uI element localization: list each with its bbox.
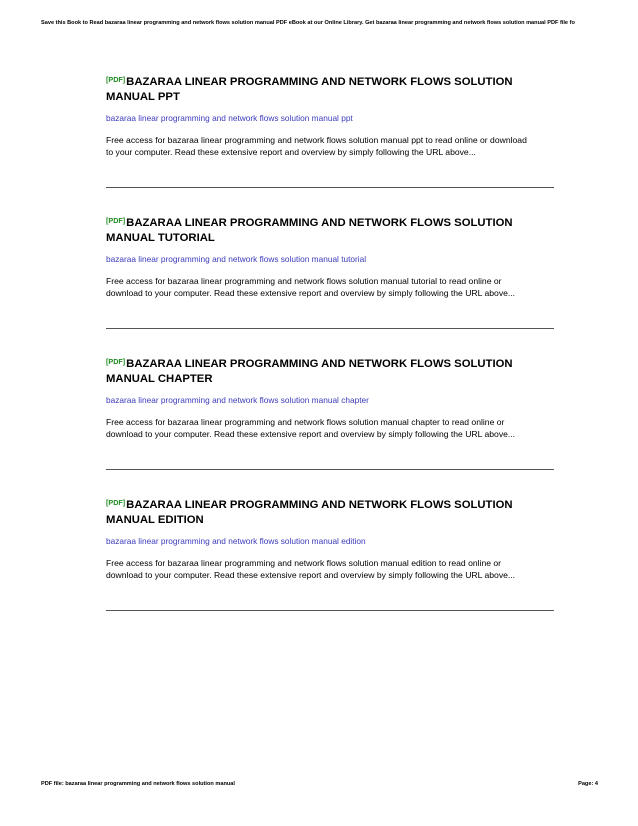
- entry-edition: [106, 495, 554, 581]
- footer-file-label: PDF file: bazaraa linear programming and network flows solution manual: [41, 781, 235, 787]
- entry-title-text: BAZARAA LINEAR PROGRAMMING AND NETWORK FLOWS SOLUTION MANUAL TUTORIAL: [106, 217, 513, 244]
- entry-title: [106, 72, 554, 105]
- entry-title-text: BAZARAA LINEAR PROGRAMMING AND NETWORK FLOWS SOLUTION MANUAL EDITION: [106, 499, 513, 526]
- entry-description: Free access for bazaraa linear programming and network flows solution manual tutorial to read online or download to your computer. Read these extensive report and overview by simply following the URL above...: [106, 276, 516, 298]
- entry-description: Free access for bazaraa linear programming and network flows solution manual ppt to read online or download to your computer. Read these extensive report and overview by simply following the URL above...: [106, 135, 527, 157]
- entry-link[interactable]: bazaraa linear programming and network flows solution manual edition: [106, 536, 366, 546]
- entry-link[interactable]: bazaraa linear programming and network flows solution manual ppt: [106, 113, 353, 123]
- entry-link[interactable]: bazaraa linear programming and network flows solution manual tutorial: [106, 254, 367, 264]
- entry-tutorial: [106, 213, 554, 299]
- divider: [106, 469, 554, 470]
- entry-title-text: BAZARAA LINEAR PROGRAMMING AND NETWORK FLOWS SOLUTION MANUAL PPT: [106, 76, 513, 103]
- entry-chapter: [106, 354, 554, 440]
- footer-page-number: Page: 4: [578, 781, 598, 787]
- pdf-tag: [PDF]: [106, 75, 126, 84]
- divider: [106, 328, 554, 329]
- divider: [106, 610, 554, 611]
- pdf-tag: [PDF]: [106, 216, 126, 225]
- page-footer: [41, 781, 598, 787]
- entry-title: [106, 213, 554, 246]
- divider: [106, 187, 554, 188]
- entry-description: Free access for bazaraa linear programming and network flows solution manual edition to read online or download to your computer. Read these extensive report and overview by simply following the URL above...: [106, 558, 516, 580]
- entry-title: [106, 495, 554, 528]
- entry-link[interactable]: bazaraa linear programming and network flows solution manual chapter: [106, 395, 369, 405]
- entry-description: Free access for bazaraa linear programming and network flows solution manual chapter to read online or download to your computer. Read these extensive report and overview by simply following the URL above...: [106, 417, 516, 439]
- pdf-tag: [PDF]: [106, 357, 126, 366]
- entry-title-text: BAZARAA LINEAR PROGRAMMING AND NETWORK FLOWS SOLUTION MANUAL CHAPTER: [106, 358, 513, 385]
- entry-title: [106, 354, 554, 387]
- top-banner: Save this Book to Read bazaraa linear programming and network flows solution manual PDF eBook at our Online Library. Get bazaraa linear programming and network flows solution manual PDF file fo: [41, 20, 575, 26]
- pdf-tag: [PDF]: [106, 498, 126, 507]
- entry-ppt: [106, 72, 554, 158]
